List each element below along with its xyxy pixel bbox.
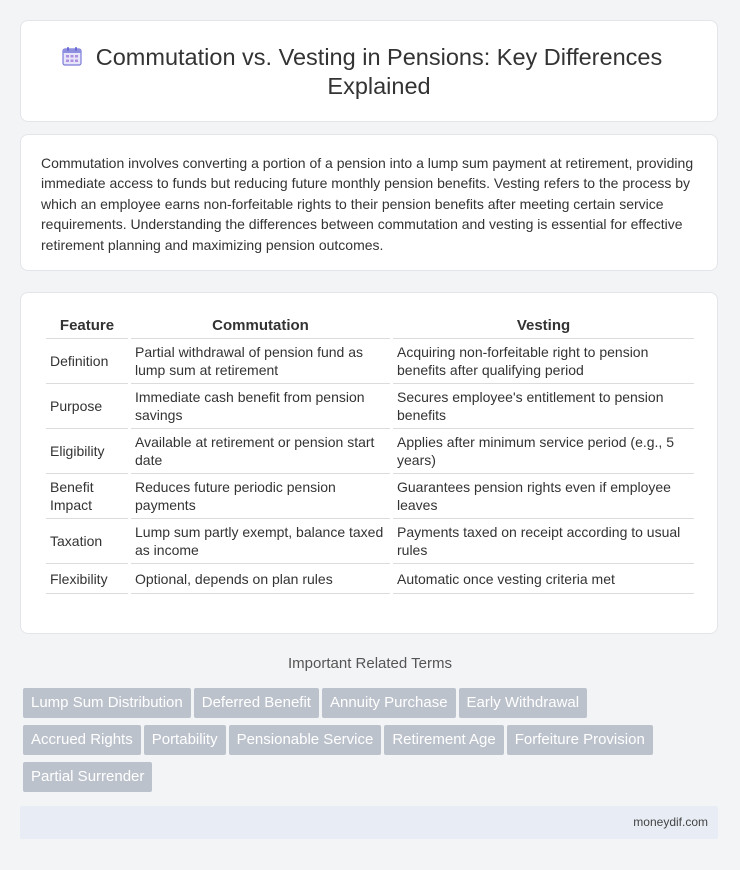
comparison-table-card	[20, 292, 718, 634]
table-row	[46, 429, 694, 474]
feature-cell: Benefit Impact	[46, 474, 128, 519]
feature-cell: Taxation	[46, 519, 128, 564]
related-term-tag[interactable]: Early Withdrawal	[459, 688, 588, 718]
commutation-cell: Available at retirement or pension start date	[131, 429, 390, 474]
related-term-tag[interactable]: Accrued Rights	[23, 725, 141, 755]
feature-cell: Eligibility	[46, 429, 128, 474]
commutation-cell: Lump sum partly exempt, balance taxed as income	[131, 519, 390, 564]
table-row	[46, 384, 694, 429]
vesting-cell: Acquiring non-forfeitable right to pension benefits after qualifying period	[393, 339, 694, 384]
related-terms-heading: Important Related Terms	[288, 655, 452, 672]
related-term-tag[interactable]: Portability	[144, 725, 226, 755]
title-card	[20, 20, 718, 122]
feature-cell: Purpose	[46, 384, 128, 429]
related-term-tag[interactable]: Retirement Age	[384, 725, 503, 755]
commutation-cell: Immediate cash benefit from pension savings	[131, 384, 390, 429]
vesting-cell: Payments taxed on receipt according to usual rules	[393, 519, 694, 564]
table-row	[46, 564, 694, 594]
intro-card	[20, 134, 718, 271]
vesting-cell: Secures employee's entitlement to pension benefits	[393, 384, 694, 429]
vesting-cell: Guarantees pension rights even if employee leaves	[393, 474, 694, 519]
commutation-cell: Reduces future periodic pension payments	[131, 474, 390, 519]
vesting-cell: Automatic once vesting criteria met	[393, 564, 694, 594]
vesting-cell: Applies after minimum service period (e.g., 5 years)	[393, 429, 694, 474]
related-terms-list	[23, 688, 723, 799]
page-title: Commutation vs. Vesting in Pensions: Key Differences Explained	[95, 44, 663, 99]
table-row	[46, 474, 694, 519]
related-term-tag[interactable]: Annuity Purchase	[322, 688, 456, 718]
header-feature: Feature	[46, 313, 128, 339]
table-header-row	[46, 313, 694, 339]
commutation-cell: Optional, depends on plan rules	[131, 564, 390, 594]
table-row	[46, 339, 694, 384]
table-row	[46, 519, 694, 564]
feature-cell: Definition	[46, 339, 128, 384]
footer	[20, 806, 718, 839]
feature-cell: Flexibility	[46, 564, 128, 594]
intro-paragraph: Commutation involves converting a portion of a pension into a lump sum payment at retirement, providing immediate access to funds but reducing future monthly pension benefits. Vesting refers to the process by which an employee earns non-forfeitable rights to their pension benefits after meeting certain service requirements. Understanding the differences between commutation and vesting is essential for effective retirement planning and maximizing pension outcomes.	[41, 155, 694, 253]
related-term-tag[interactable]: Lump Sum Distribution	[23, 688, 191, 718]
comparison-table	[43, 313, 697, 594]
related-term-tag[interactable]: Forfeiture Provision	[507, 725, 653, 755]
related-term-tag[interactable]: Partial Surrender	[23, 762, 152, 792]
related-term-tag[interactable]: Deferred Benefit	[194, 688, 319, 718]
related-term-tag[interactable]: Pensionable Service	[229, 725, 382, 755]
footer-site-link[interactable]: moneydif.com	[633, 815, 708, 829]
header-vesting: Vesting	[393, 313, 694, 339]
header-commutation: Commutation	[131, 313, 390, 339]
commutation-cell: Partial withdrawal of pension fund as lump sum at retirement	[131, 339, 390, 384]
